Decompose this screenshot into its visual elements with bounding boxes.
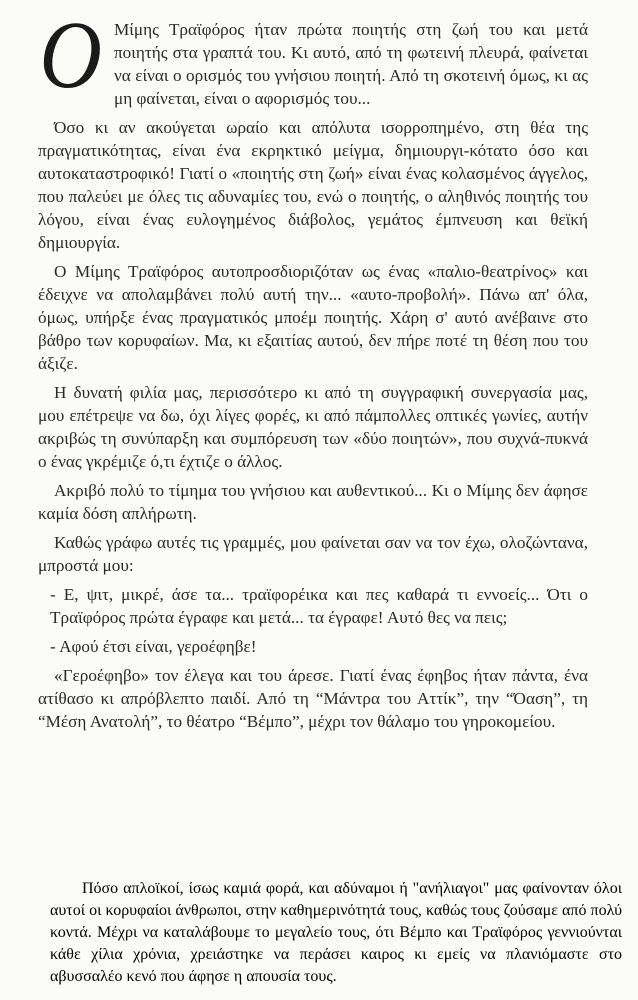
dialogue-line: - Αφού έτσι είναι, γεροέφηβε! bbox=[50, 637, 257, 656]
paragraph: Η δυνατή φιλία μας, περισσότερο κι από τη συγγραφική συνεργασία μας, μου επέτρεψε να δω, όχι λίγες φορές, κι από πάμπολλες οπτικές γωνίες, αυτήν ακριβώς τη συνύπαρξη και συμπόρευση των «δύο ποιητών», που συχνά-πυκνά ο ένας γκρέμιζε ό,τι έχτιζε ο άλλος. bbox=[38, 383, 588, 471]
paragraph: Ο Μίμης Τραϊφόρος αυτοπροσδιοριζόταν ως ένας «παλιο-θεατρίνος» και έδειχνε να απολαμβάνει πολύ αυτή την... «αυτο-προβολή». Πάνω απ' όλα, όμως, υπήρξε ένας πραγματικός μποέμ ποιητής. Χάρη σ' αυτό ανέβαινε στο βάθρο των κορυφαίων. Μα, κι εξαιτίας αυτού, δεν πήρε ποτέ τη θέση που του άξιζε. bbox=[38, 262, 588, 373]
paragraph: Μίμης Τραϊφόρος ήταν πρώτα ποιητής στη ζωή του και μετά ποιητής στα γραπτά του. Κι αυτό, από τη φωτεινή πλευρά, φαίνεται να είναι ο ορισμός του γνήσιου ποιητή. Από τη σκοτεινή όμως, κι ας μη φαίνεται, είναι ο αφορισμός του... bbox=[114, 20, 588, 108]
drop-cap-letter: Ο bbox=[39, 1, 102, 108]
paragraph: Ακριβό πολύ το τίμημα του γνήσιου και αυθεντικού... Κι ο Μίμης δεν άφησε καμία δόση απλήρωτη. bbox=[38, 481, 588, 523]
dialogue-line: - Ε, ψιτ, μικρέ, άσε τα... τραϊφορέικα και πες καθαρά τι εννοείς... Ότι ο Τραϊφόρος πρώτα έγραφε και μετά... τα έγραφε! Αυτό θες να πεις; bbox=[50, 585, 588, 627]
paragraph: «Γεροέφηβο» τον έλεγα και του άρεσε. Γιατί ένας έφηβος ήταν πάντα, ένα ατίθασο κι απρόβλεπτο παιδί. Από τη “Μάντρα του Αττίκ”, την “Όαση”, τη “Μέση Ανατολή”, το θέατρο “Βέμπο”, μέχρι τον θάλαμο του γηροκομείου. bbox=[38, 666, 588, 731]
paragraph: Όσο κι αν ακούγεται ωραίο και απόλυτα ισορροπημένο, στη θέα της πραγματικότητας, είναι ένα εκρηκτικό μείγμα, δημιουργι-κότατο όσο και αυτοκαταστροφικό! Γιατί ο «ποιητής στη ζωή» είναι ένας κολασμένος άγγελος, που παλεύει με όλες τις αδυναμίες του, ενώ ο ποιητής, ο αληθινός ποιητής του λόγου, είναι ένας ευλογημένος διάβολος, γεμάτος έμπνευση και θεϊκή δημιουργία. bbox=[38, 118, 588, 252]
article-body bbox=[38, 1, 588, 739]
footer-note: Πόσο απλοϊκοί, ίσως καμιά φορά, και αδύναμοι ή "ανήλιαγοι" μας φαίνονταν όλοι αυτοί οι κορυφαίοι άνθρωποι, στην καθημερινότητά τους, καθώς τους ζούσαμε από πολύ κοντά. Μέχρι να καταλάβουμε το μεγαλείο τους, ότι Βέμπο και Τραϊφόρος γεννιούνται κάθε χίλια χρόνια, χρειάστηκε να περάσει καιρος κι εμείς να πλανιόμαστε στο αβυσσαλέο κενό που άφησε η απουσία τους. bbox=[50, 880, 622, 985]
paragraph: Καθώς γράφω αυτές τις γραμμές, μου φαίνεται σαν να τον έχω, ολοζώντανα, μπροστά μου: bbox=[38, 533, 588, 575]
